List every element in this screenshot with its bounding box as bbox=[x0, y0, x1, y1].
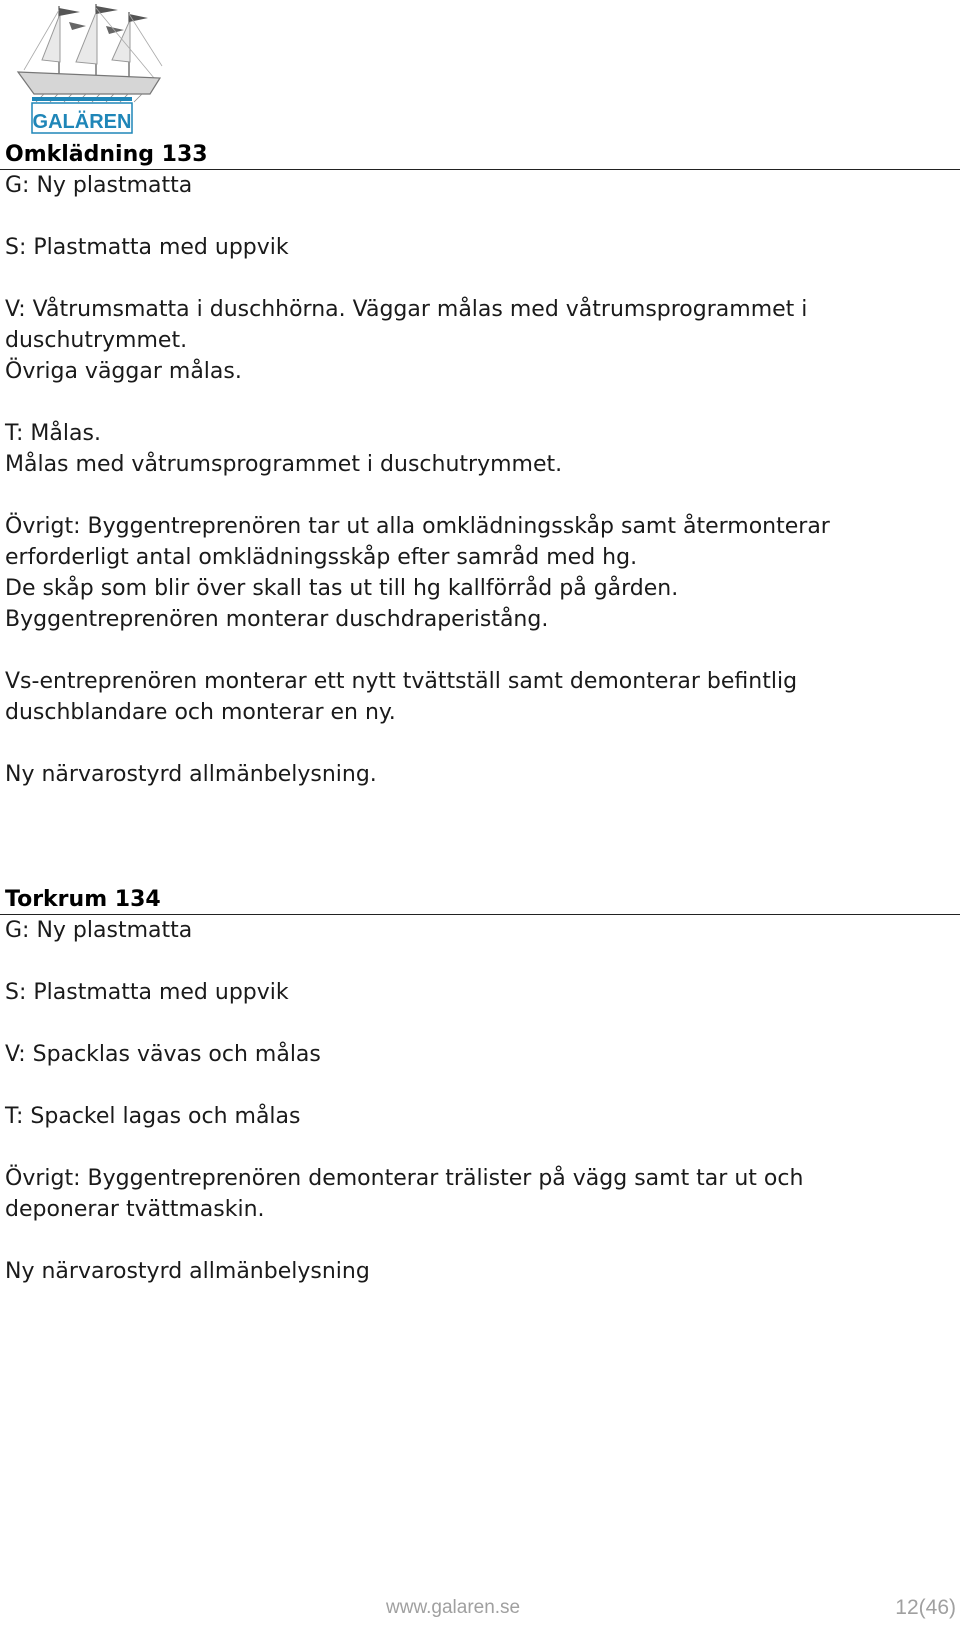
section-title: Torkrum 134 bbox=[5, 887, 161, 912]
page-number: 12(46) bbox=[895, 1596, 956, 1619]
section-title: Omklädning 133 bbox=[5, 142, 208, 167]
paragraph: T: Spackel lagas och målas bbox=[5, 1104, 301, 1129]
paragraph: Övrigt: Byggentreprenören tar ut alla omklädningsskåp samt återmonterar erforderligt antal omklädningsskåp efter samråd med hg. De skåp som blir över skall tas ut till hg kallförråd på gården. Byggentreprenören monterar duschdraperistång. bbox=[5, 514, 830, 632]
paragraph: V: Spacklas vävas och målas bbox=[5, 1042, 321, 1067]
footer-website-link[interactable]: www.galaren.se bbox=[386, 1597, 521, 1618]
paragraph: Ny närvarostyrd allmänbelysning bbox=[5, 1259, 370, 1284]
paragraph: Ny närvarostyrd allmänbelysning. bbox=[5, 762, 377, 787]
section-header bbox=[0, 140, 960, 170]
galaren-logo bbox=[14, 0, 164, 140]
paragraph: Vs-entreprenören monterar ett nytt tvättställ samt demonterar befintlig duschblandare och monterar en ny. bbox=[5, 669, 798, 725]
paragraph: G: Ny plastmatta bbox=[5, 918, 193, 943]
logo-wordmark: GALÄREN bbox=[32, 111, 132, 133]
paragraph: T: Målas. Målas med våtrumsprogrammet i duschutrymmet. bbox=[5, 421, 563, 477]
section-torkrum-134 bbox=[0, 885, 960, 1287]
section-header bbox=[0, 885, 960, 915]
paragraph: V: Våtrumsmatta i duschhörna. Väggar målas med våtrumsprogrammet i duschutrymmet. Övriga väggar målas. bbox=[5, 297, 808, 384]
section-omkladning-133 bbox=[0, 140, 960, 790]
paragraph: S: Plastmatta med uppvik bbox=[5, 235, 289, 260]
paragraph: S: Plastmatta med uppvik bbox=[5, 980, 289, 1005]
paragraph: G: Ny plastmatta bbox=[5, 173, 193, 198]
paragraph: Övrigt: Byggentreprenören demonterar trälister på vägg samt tar ut och deponerar tvättmaskin. bbox=[5, 1166, 804, 1222]
galleon-ship-icon bbox=[14, 0, 164, 140]
